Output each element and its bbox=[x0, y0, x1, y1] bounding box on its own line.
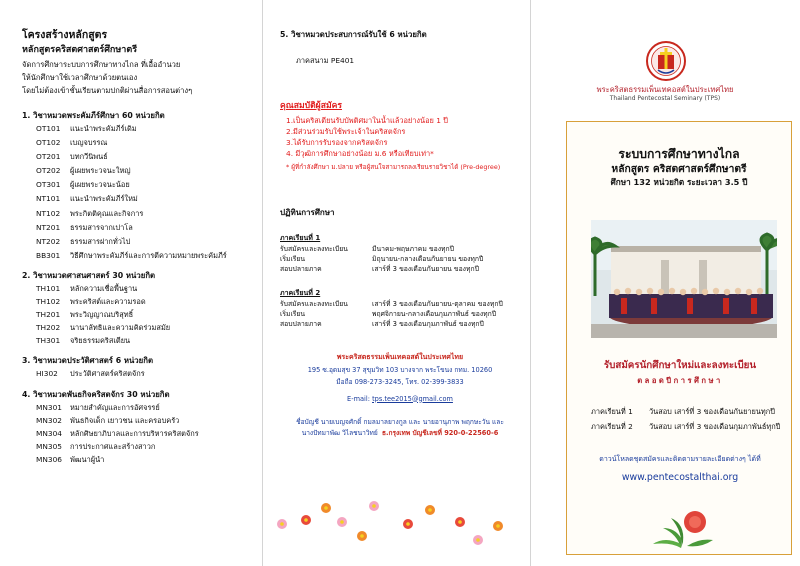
course-item bbox=[22, 138, 254, 147]
flower-icon bbox=[425, 505, 435, 515]
course-item bbox=[22, 237, 254, 246]
course-code: OT201 bbox=[36, 152, 61, 162]
calendar-term-2 bbox=[280, 288, 520, 329]
contact-address: 195 ซ.อุดมสุข 37 สุขุมวิท 103 บางจาก พระโขนง กทม. 10260 bbox=[307, 365, 493, 374]
course-item bbox=[22, 403, 254, 412]
course-item bbox=[22, 223, 254, 232]
flower-icon bbox=[455, 517, 465, 527]
course-item bbox=[22, 336, 254, 345]
calendar-title: ปฏิทินการศึกษา bbox=[280, 208, 335, 217]
calendar-date: มีนาคม-พฤษภาคม ของทุกปี bbox=[372, 245, 454, 253]
course-code: MN306 bbox=[36, 454, 63, 464]
course-name: พระวิญญาณบริสุทธิ์ bbox=[70, 310, 134, 320]
course-code: HI302 bbox=[36, 369, 58, 379]
calendar-item: รับสมัครและลงทะเบียน bbox=[280, 245, 348, 253]
course-item bbox=[22, 194, 254, 203]
calendar-item: สอบปลายภาค bbox=[280, 320, 322, 328]
course-item bbox=[22, 416, 254, 425]
course-name: ผู้เผยพระวจนะใหญ่ bbox=[70, 166, 131, 176]
term-label: ภาคเรียนที่ 1 bbox=[280, 234, 321, 242]
course-code: MN304 bbox=[36, 428, 63, 438]
all-year-label: ตลอดปีการศึกษา bbox=[637, 376, 723, 385]
calendar-item: สอบปลายภาค bbox=[280, 265, 322, 273]
calendar-row bbox=[280, 319, 520, 329]
course-name: หลักศิษยาภิบาลและการบริหารคริสตจักร bbox=[70, 428, 199, 438]
course-code: NT202 bbox=[36, 236, 61, 246]
course-name: พระกิตติคุณและกิจการ bbox=[70, 208, 144, 218]
practicum-course: ภาคสนาม PE401 bbox=[296, 56, 355, 65]
calendar-date: พฤศจิกายน-กลางเดือนกุมภาพันธ์ ของทุกปี bbox=[372, 310, 497, 318]
course-code: NT102 bbox=[36, 208, 61, 218]
bank-account-name: ชื่อบัญชี นายเบญจศักดิ์ กมลมาลยางกูล และ นายอานุภาพ พฤกษะวัน และ bbox=[296, 418, 504, 426]
course-item bbox=[22, 124, 254, 133]
course-name: เบญจบรรณ bbox=[70, 138, 108, 148]
course-name: หมายสำคัญและการอัศจรรย์ bbox=[70, 402, 160, 412]
cover-card bbox=[566, 121, 792, 555]
section-theology bbox=[22, 270, 254, 345]
calendar-item: รับสมัครและลงทะเบียน bbox=[280, 300, 348, 308]
calendar-date: เสาร์ที่ 3 ของเดือนกันยายน ของทุกปี bbox=[372, 265, 479, 273]
course-name: หลักความเชื่อพื้นฐาน bbox=[70, 283, 138, 293]
schedule-row bbox=[591, 404, 780, 419]
course-code: MN301 bbox=[36, 402, 63, 412]
course-code: OT102 bbox=[36, 138, 61, 148]
course-item bbox=[22, 152, 254, 161]
course-code: OT101 bbox=[36, 124, 61, 133]
cover-panel bbox=[530, 0, 800, 566]
practicum-title: 5. วิชาหมวดประสบการณ์รับใช้ 6 หน่วยกิต bbox=[280, 30, 427, 39]
term-label: ภาคเรียนที่ 2 bbox=[280, 289, 321, 297]
section-history bbox=[22, 355, 254, 378]
calendar-term-1 bbox=[280, 233, 520, 274]
flower-icon bbox=[277, 519, 287, 529]
flower-decoration bbox=[262, 500, 530, 560]
bank-block bbox=[280, 417, 520, 439]
course-name: พัฒนาผู้นำ bbox=[70, 454, 105, 464]
course-item bbox=[22, 297, 254, 306]
qualification-item: 2.มีส่วนร่วมรับใช้พระเจ้าในคริสตจักร bbox=[286, 127, 406, 136]
course-item bbox=[22, 284, 254, 293]
course-code: TH201 bbox=[36, 310, 61, 320]
course-code: TH301 bbox=[36, 336, 61, 346]
course-item bbox=[22, 209, 254, 218]
flower-icon bbox=[493, 521, 503, 531]
institution-name-en: Thailand Pentecostal Seminary (TPS) bbox=[609, 95, 721, 102]
course-code: BB301 bbox=[36, 250, 61, 260]
download-note: ดาวน์โหลดชุดสมัครและติดตามรายละเอียดต่างๆ ได้ที่ bbox=[599, 455, 761, 463]
course-name: พันธกิจเด็ก เยาวชน และครอบครัว bbox=[70, 415, 180, 425]
schedule-date: วันสอบ เสาร์ที่ 3 ของเดือนกุมภาพันธ์ทุกปี bbox=[649, 422, 781, 431]
website-link[interactable]: www.pentecostalthai.org bbox=[621, 472, 739, 483]
flower-icon bbox=[321, 503, 331, 513]
course-name: แนะนำพระคัมภีร์เดิม bbox=[70, 124, 137, 133]
section-title: 4. วิชาหมวดพันธกิจคริสตจักร 30 หน่วยกิต bbox=[22, 389, 170, 399]
course-name: ธรรมสารฝากทั่วไป bbox=[70, 236, 131, 246]
flower-icon bbox=[403, 519, 413, 529]
program-name: หลักสูตรคริสตศาสตร์ศึกษาตรี bbox=[22, 45, 138, 55]
calendar-row bbox=[280, 299, 520, 309]
course-name: จริยธรรมคริสเตียน bbox=[70, 336, 131, 346]
schedule-term: ภาคเรียนที่ 2 bbox=[591, 422, 633, 431]
calendar-item: เริ่มเรียน bbox=[280, 310, 306, 318]
course-name: บทกวีนิพนธ์ bbox=[70, 152, 108, 162]
calendar-row bbox=[280, 309, 520, 319]
cover-credits: ศึกษา 132 หน่วยกิต ระยะเวลา 3.5 ปี bbox=[610, 177, 748, 187]
cover-program: หลักสูตร คริสตศาสตร์ศึกษาตรี bbox=[611, 163, 747, 175]
course-name: ประวัติศาสตร์คริสตจักร bbox=[70, 369, 145, 379]
section-title: 1. วิชาหมวดพระคัมภีร์ศึกษา 60 หน่วยกิต bbox=[22, 111, 165, 120]
course-code: NT101 bbox=[36, 194, 61, 204]
course-item bbox=[22, 310, 254, 319]
qualification-note: * ผู้ที่กำลังศึกษา ม.ปลาย หรือผู้สนใจสามารถลงเรียนรายวิชาได้ (Pre-degree) bbox=[286, 163, 501, 171]
exam-schedule bbox=[591, 404, 780, 434]
course-name: วิธีศึกษาพระคัมภีร์และการตีความหมายพระคัมภีร์ bbox=[70, 250, 227, 260]
leaf-flower-icon bbox=[641, 498, 725, 550]
course-item bbox=[22, 166, 254, 175]
apply-heading: รับสมัครนักศึกษาใหม่และลงทะเบียน bbox=[603, 360, 757, 371]
course-item bbox=[22, 369, 254, 378]
calendar-date: เสาร์ที่ 3 ของเดือนกุมภาพันธ์ ของทุกปี bbox=[372, 320, 484, 328]
course-item bbox=[22, 455, 254, 464]
course-name: ธรรมสารจากเปาโล bbox=[70, 222, 133, 232]
curriculum-panel bbox=[0, 0, 262, 566]
calendar-date: เสาร์ที่ 3 ของเดือนกันยายน-ตุลาคม ของทุกปี bbox=[372, 300, 503, 308]
intro-line: จัดการศึกษาระบบการศึกษาทางไกล ที่เอื้ออำนวย bbox=[22, 60, 181, 69]
email-label: E-mail: bbox=[347, 394, 370, 403]
calendar-row bbox=[280, 254, 520, 264]
section-bible bbox=[22, 110, 254, 260]
flower-icon bbox=[357, 531, 367, 541]
course-code: TH202 bbox=[36, 323, 61, 333]
seminary-logo-icon bbox=[646, 40, 686, 82]
course-code: OT202 bbox=[36, 166, 61, 176]
cover-title: ระบบการศึกษาทางไกล bbox=[618, 147, 740, 161]
info-panel bbox=[262, 0, 530, 566]
email-link[interactable]: tps.tee2015@gmail.com bbox=[372, 394, 453, 403]
bank-account-name-2: นางปัทมาพัฒ วิไลชนาวิทย์ bbox=[301, 429, 378, 437]
course-name: นานาลัทธิและความคิดร่วมสมัย bbox=[70, 323, 171, 333]
schedule-term: ภาคเรียนที่ 1 bbox=[591, 407, 633, 416]
course-code: NT201 bbox=[36, 222, 61, 232]
calendar-row bbox=[280, 264, 520, 274]
qualification-item: 1.เป็นคริสเตียนรับบัพติศมาในน้ำแล้วอย่างน้อย 1 ปี bbox=[286, 116, 448, 125]
course-name: การประกาศและสร้างสาวก bbox=[70, 441, 156, 451]
calendar-item: เริ่มเรียน bbox=[280, 255, 306, 263]
intro-block bbox=[22, 59, 254, 96]
course-code: TH102 bbox=[36, 297, 61, 307]
section-title: 2. วิชาหมวดศาสนศาสตร์ 30 หน่วยกิต bbox=[22, 270, 156, 280]
course-code: TH101 bbox=[36, 283, 61, 293]
bank-account-row bbox=[280, 428, 520, 439]
course-item bbox=[22, 442, 254, 451]
intro-line: ให้นักศึกษาใช้เวลาศึกษาด้วยตนเอง bbox=[22, 73, 138, 82]
contact-org: พระคริสตธรรมเพ็นเทคอสต์ในประเทศไทย bbox=[336, 353, 464, 361]
course-code: MN302 bbox=[36, 415, 63, 425]
intro-line: โดยไม่ต้องเข้าชั้นเรียนตามปกติผ่านสื่อการสอนต่างๆ bbox=[22, 86, 193, 95]
course-name: แนะนำพระคัมภีร์ใหม่ bbox=[70, 194, 138, 204]
flower-icon bbox=[369, 501, 379, 511]
bank-account-number: ธ.กรุงเทพ บัญชีเลขที่ 920-0-22560-6 bbox=[381, 429, 499, 437]
qualifications-title: คุณสมบัติผู้สมัคร bbox=[280, 101, 342, 111]
schedule-row bbox=[591, 419, 780, 434]
course-item bbox=[22, 429, 254, 438]
contact-phone: มือถือ 098-273-3245, โทร. 02-399-3833 bbox=[336, 378, 464, 386]
graduation-photo bbox=[591, 220, 777, 338]
schedule-date: วันสอบ เสาร์ที่ 3 ของเดือนกันยายนทุกปี bbox=[649, 407, 775, 416]
curriculum-heading: โครงสร้างหลักสูตร bbox=[22, 29, 108, 41]
contact-email-row bbox=[280, 393, 520, 406]
institution-name: พระคริสตธรรมเพ็นเทคอสต์ในประเทศไทย bbox=[596, 85, 734, 94]
course-name: ผู้เผยพระวจนะน้อย bbox=[70, 180, 130, 190]
calendar-row bbox=[280, 244, 520, 254]
qualification-item: 4. มีวุฒิการศึกษาอย่างน้อย ม.6 หรือเทียบเท่า* bbox=[286, 149, 434, 158]
course-item bbox=[22, 251, 254, 260]
course-code: OT301 bbox=[36, 180, 61, 190]
flower-icon bbox=[301, 515, 311, 525]
course-item bbox=[22, 323, 254, 332]
course-item bbox=[22, 180, 254, 189]
section-ministry bbox=[22, 389, 254, 464]
qualifications-list bbox=[280, 115, 520, 159]
section-title: 3. วิชาหมวดประวัติศาสตร์ 6 หน่วยกิต bbox=[22, 356, 154, 366]
course-code: MN305 bbox=[36, 441, 63, 451]
contact-block bbox=[280, 351, 520, 405]
flower-icon bbox=[337, 517, 347, 527]
course-name: พระคริสต์และความรอด bbox=[70, 297, 146, 307]
calendar-date: มิถุนายน-กลางเดือนกันยายน ของทุกปี bbox=[372, 255, 484, 263]
qualification-item: 3.ได้รับการรับรองจากคริสตจักร bbox=[286, 138, 388, 147]
flower-icon bbox=[473, 535, 483, 545]
